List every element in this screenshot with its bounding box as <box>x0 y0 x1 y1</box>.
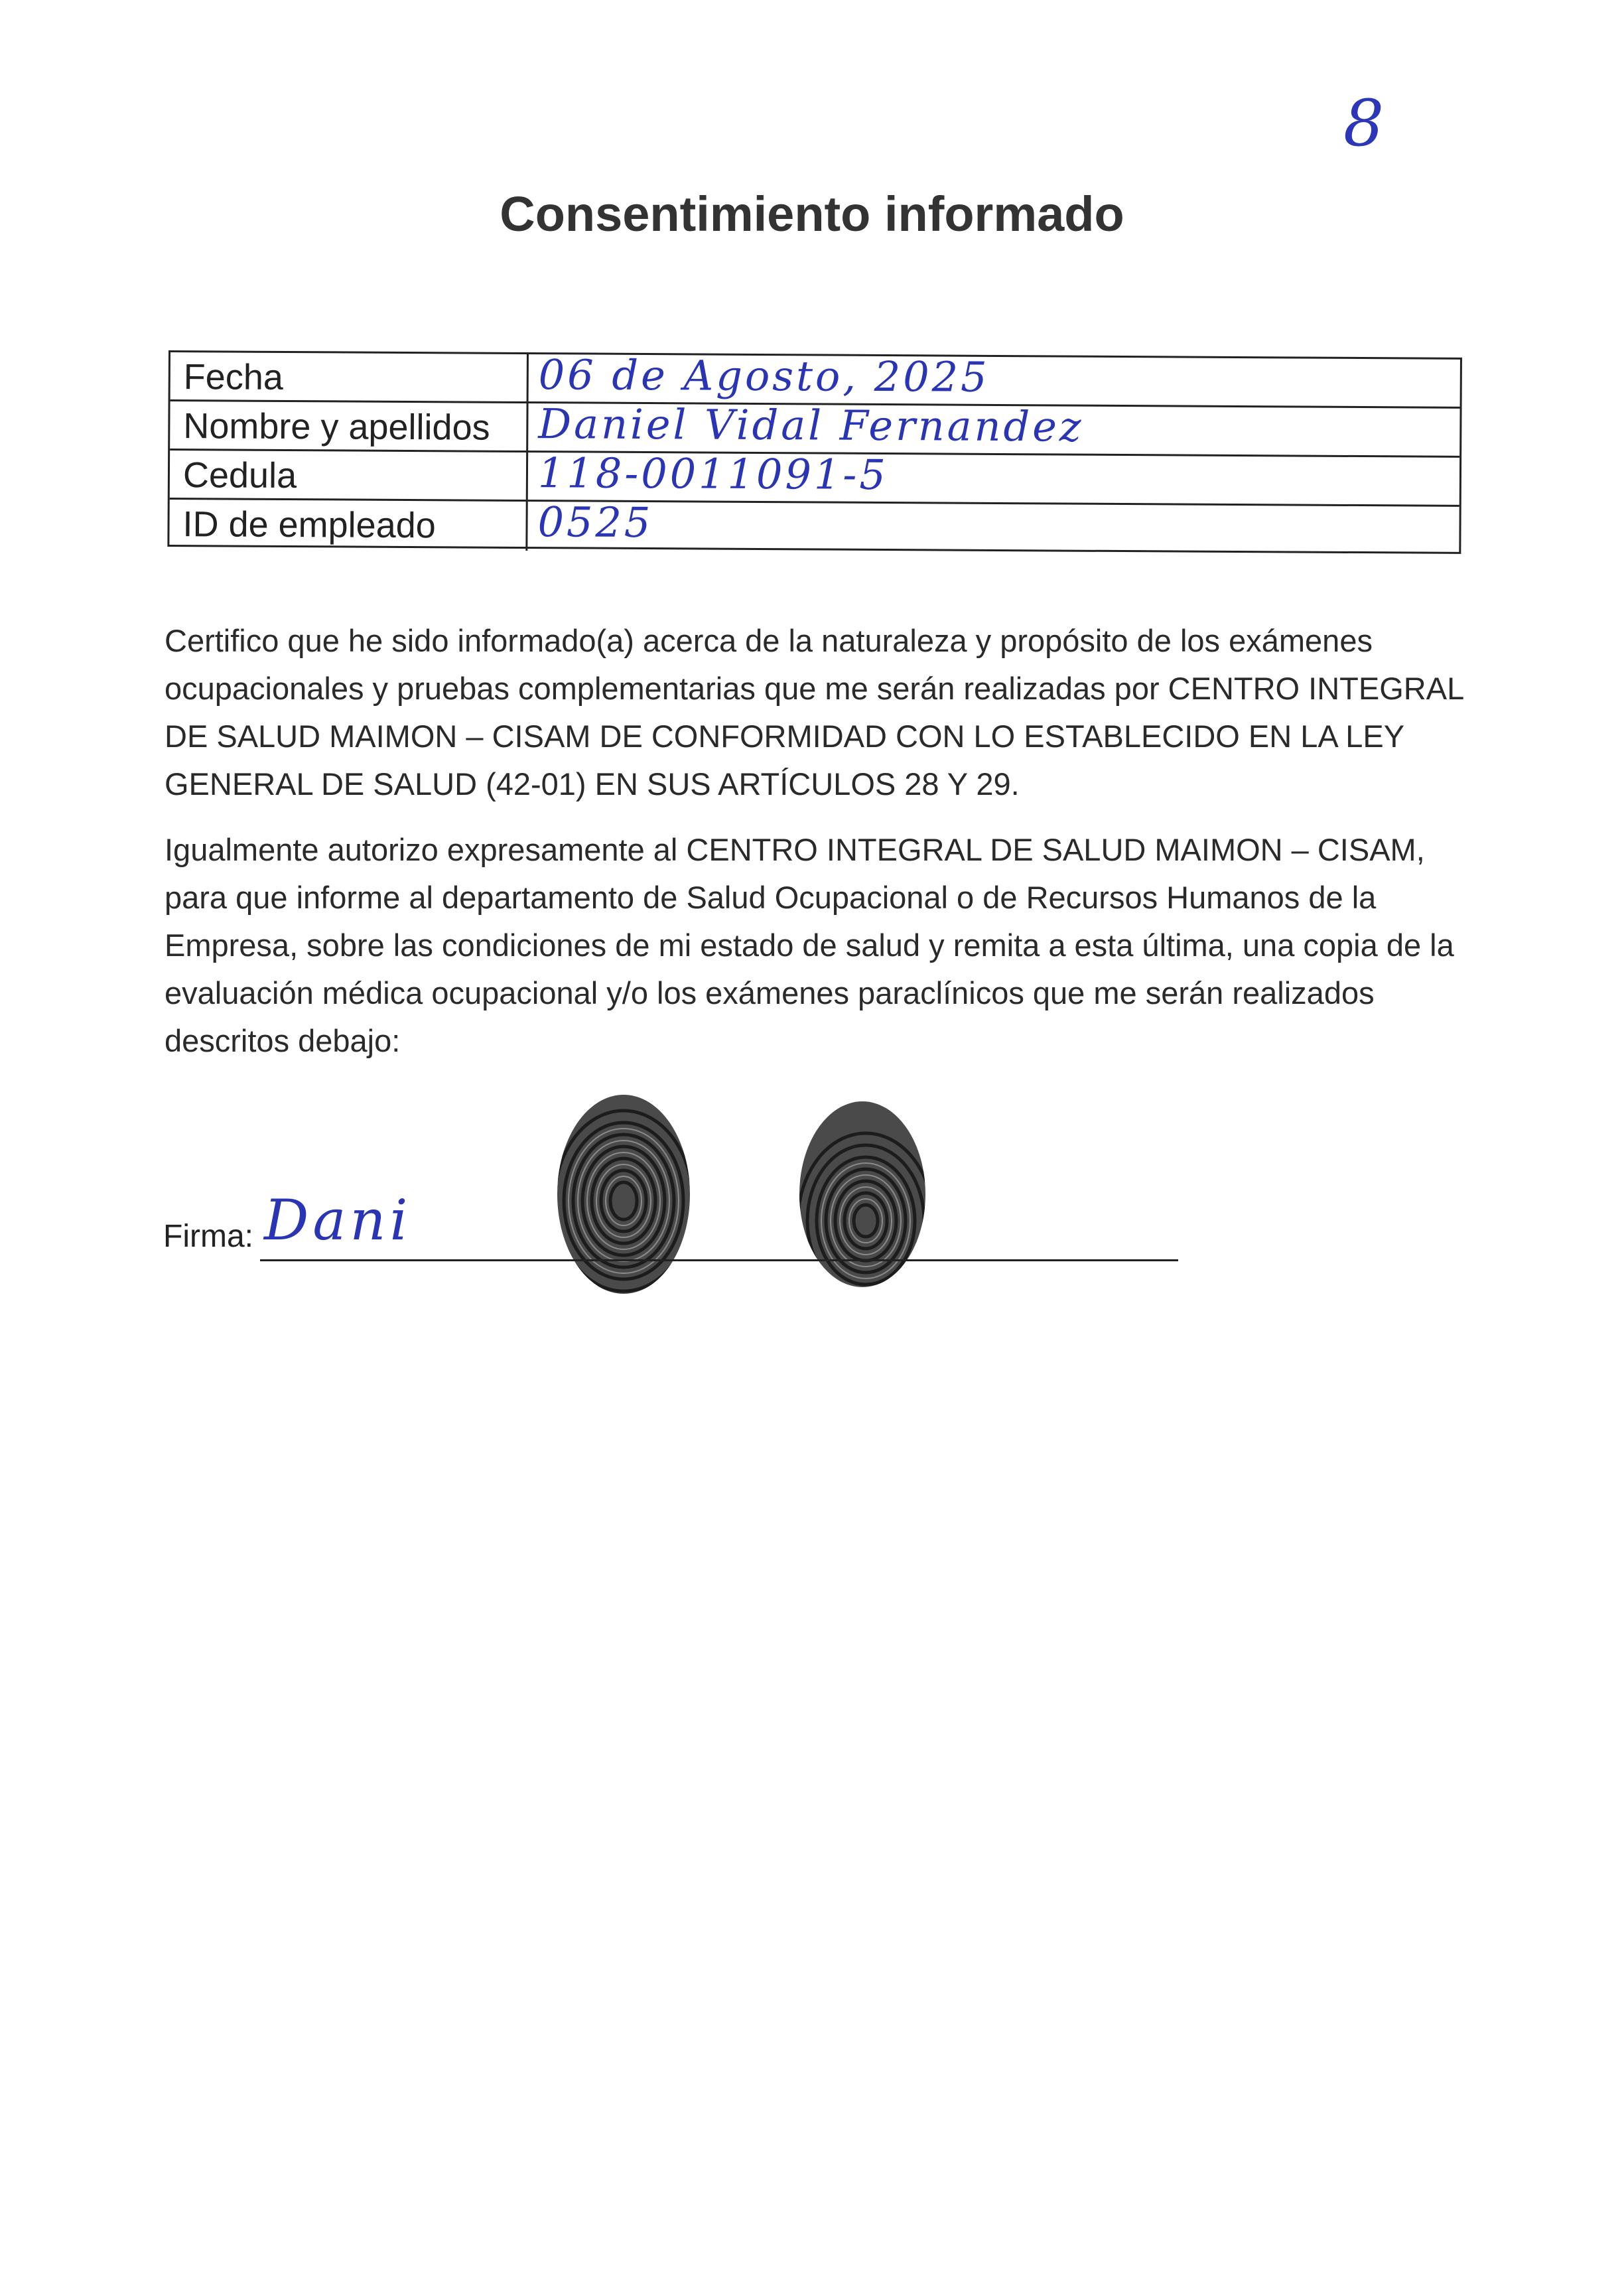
certification-paragraph: Certifico que he sido informado(a) acerca de la naturaleza y propósito de los exámenes ocupacionales y pruebas complementarias que me serán realizadas por CENTRO INTEGRAL DE SALUD MAIMON – CISAM DE CONFORMIDAD CON LO ESTABLECIDO EN LA LEY GENERAL DE SALUD (42-01) EN SUS ARTÍCULOS 28 Y 29. <box>165 623 1463 801</box>
fingerprint-left-icon <box>551 1088 697 1300</box>
firma-label: Firma: <box>163 1219 253 1254</box>
employee-info-table <box>167 350 1462 554</box>
signature-line <box>260 1259 1178 1261</box>
table-row-cedula <box>170 451 1459 507</box>
table-row-nombre <box>170 401 1459 458</box>
handwritten-signature: Dani <box>264 1188 412 1253</box>
fecha-label: Fecha <box>170 352 529 401</box>
fingerprint-right-icon <box>793 1095 932 1294</box>
nombre-label: Nombre y apellidos <box>170 401 528 451</box>
authorization-paragraph: Igualmente autorizo expresamente al CENTRO INTEGRAL DE SALUD MAIMON – CISAM, para que informe al departamento de Salud Ocupacional o de Recursos Humanos de la Empresa, sobre las condiciones de mi estado de salud y remita a esta última, una copia de la evaluación médica ocupacional y/o los exámenes paraclínicos que me serán realizados descritos debajo: <box>165 832 1454 1058</box>
handwritten-page-number: 8 <box>1343 86 1385 161</box>
cedula-label: Cedula <box>170 451 528 500</box>
table-row-id-empleado <box>169 500 1459 556</box>
id-empleado-value: 0525 <box>537 498 653 547</box>
cedula-value: 118-0011091-5 <box>537 449 888 500</box>
nombre-value: Daniel Vidal Fernandez <box>538 399 1084 451</box>
document-title: Consentimiento informado <box>500 186 1124 242</box>
id-empleado-label: ID de empleado <box>169 500 527 551</box>
fecha-value: 06 de Agosto, 2025 <box>538 350 990 401</box>
table-row-fecha <box>170 352 1460 409</box>
